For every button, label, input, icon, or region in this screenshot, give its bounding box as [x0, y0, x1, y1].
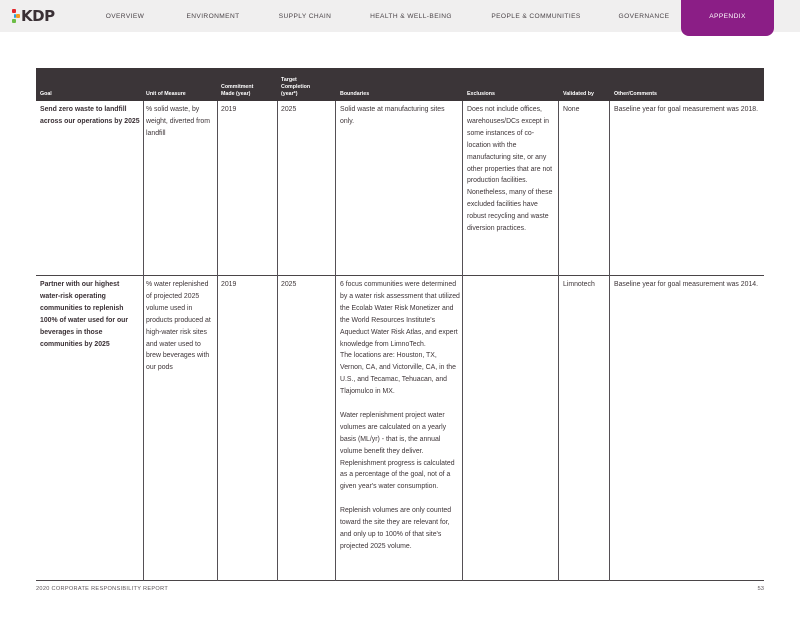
nav-environment[interactable]: ENVIRONMENT: [186, 13, 240, 20]
table-row: [36, 101, 764, 276]
boundaries-paragraph: Water replenishment project water volumes are calculated on a yearly basis (ML/yr) - that is, the annual volume benefit they deliver. Replenishment progress is calculated as a percentage of the goal, not of a given year's water consumption.: [340, 411, 455, 491]
goal-cell: Send zero waste to landfill across our operations by 2025: [40, 106, 140, 125]
table-row: [36, 276, 764, 581]
goal-cell: Partner with our highest water-risk operating communities to replenish 100% of water used for our beverages in those communities by 2025: [40, 281, 129, 348]
nav-governance[interactable]: GOVERNANCE: [618, 13, 670, 20]
validated-cell: None: [563, 106, 580, 113]
kdp-logo[interactable]: [12, 7, 55, 25]
header-target-completion: Target Completion (year*): [281, 76, 311, 97]
logo-text: KDP: [21, 7, 55, 25]
header-goal: Goal: [40, 90, 52, 97]
exclusions-cell: Does not include offices, warehouses/DCs except in some instances of co-location with the manufacturing site, or any other properties that are not production facilities. Nonetheless, many of these excluded facilities have robust recycling and waste diversion practices.: [467, 106, 553, 233]
table-header: [36, 68, 764, 101]
header-validated-by: Validated by: [563, 90, 594, 97]
commitment-cell: 2019: [221, 281, 237, 288]
boundaries-cell: [340, 279, 460, 553]
nav-health-well-being[interactable]: HEALTH & WELL-BEING: [370, 13, 452, 20]
boundaries-paragraph: The locations are: Houston, TX, Vernon, CA, and Victorville, CA, in the U.S., and Tecamac, Tehuacan, and Tlajomulco in MX.: [340, 352, 456, 396]
boundaries-paragraph: 6 focus communities were determined by a water risk assessment that utilized the Ecolab Water Risk Monetizer and the World Resources Institute's Aqueduct Water Risk Atlas, and expert knowledge from LimnoTech.: [340, 281, 460, 348]
unit-cell: % solid waste, by weight, diverted from landfill: [146, 106, 210, 137]
header-commitment-made: Commitment Made (year): [221, 83, 254, 97]
top-navigation: [0, 0, 800, 32]
page-number: 53: [757, 586, 764, 592]
goals-table: [36, 68, 764, 581]
report-title: 2020 CORPORATE RESPONSIBILITY REPORT: [36, 586, 169, 592]
unit-cell: % water replenished of projected 2025 volume used in products produced at high-water risk sites and water used to brew beverages with our pods: [146, 281, 211, 372]
header-unit-of-measure: Unit of Measure: [146, 90, 186, 97]
comments-cell: Baseline year for goal measurement was 2018.: [614, 106, 759, 113]
nav-people-communities[interactable]: PEOPLE & COMMUNITIES: [491, 13, 581, 20]
boundaries-cell: Solid waste at manufacturing sites only.: [340, 106, 445, 125]
header-exclusions: Exclusions: [467, 90, 495, 97]
nav-overview[interactable]: OVERVIEW: [105, 13, 145, 20]
header-other-comments: Other/Comments: [614, 90, 657, 97]
target-cell: 2025: [281, 106, 297, 113]
validated-cell: Limnotech: [563, 281, 595, 288]
nav-appendix[interactable]: APPENDIX: [681, 0, 774, 36]
header-boundaries: Boundaries: [340, 90, 370, 97]
comments-cell: Baseline year for goal measurement was 2014.: [614, 281, 759, 288]
commitment-cell: 2019: [221, 106, 237, 113]
logo-mark-icon: [12, 9, 20, 23]
boundaries-paragraph: Replenish volumes are only counted toward the site they are relevant for, and only up to 100% of that site's projected 2025 volume.: [340, 507, 452, 550]
target-cell: 2025: [281, 281, 297, 288]
nav-supply-chain[interactable]: SUPPLY CHAIN: [278, 13, 332, 20]
